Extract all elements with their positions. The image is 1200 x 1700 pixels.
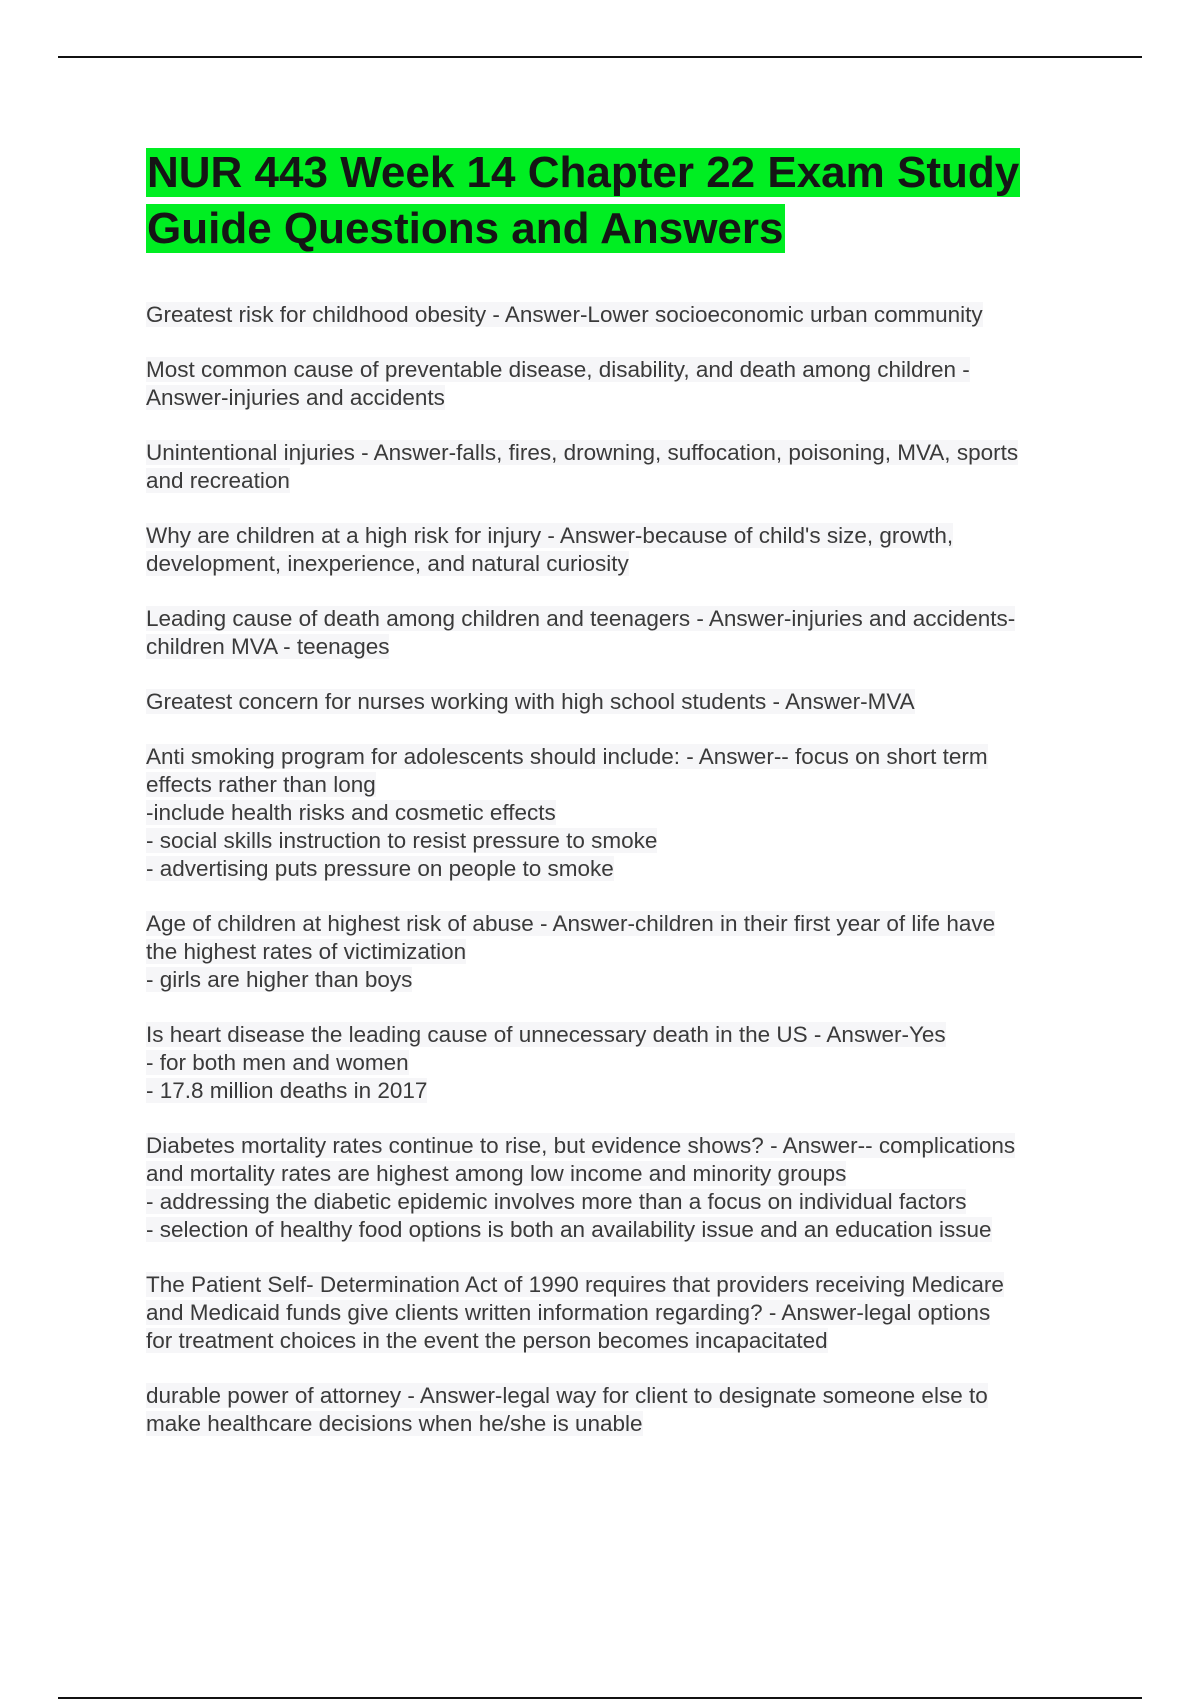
qa-item [146,688,1096,716]
top-rule [58,56,1142,58]
qa-text: durable power of attorney - Answer-legal way for client to designate someone else to make healthcare decisions when he/she is unable [146,1383,988,1436]
qa-item [146,1132,1096,1244]
qa-item [146,522,1096,578]
qa-text: Is heart disease the leading cause of unnecessary death in the US - Answer-Yes - for both men and women - 17.8 million deaths in 2017 [146,1022,946,1103]
qa-item [146,910,1096,994]
title-highlight: NUR 443 Week 14 Chapter 22 Exam Study Guide Questions and Answers [147,148,1020,253]
qa-text: Greatest concern for nurses working with high school students - Answer-MVA [146,689,915,714]
qa-text: The Patient Self- Determination Act of 1990 requires that providers receiving Medicare and Medicaid funds give clients written information regarding? - Answer-legal options for treatment choices in the event the person becomes incapacitated [146,1272,1004,1353]
document-title [146,145,1096,257]
bottom-rule [58,1697,1142,1699]
qa-item [146,1271,1096,1355]
qa-text: Anti smoking program for adolescents should include: - Answer-- focus on short term effects rather than long -include health risks and cosmetic effects - social skills instruction to resist pressure to smoke - advertising puts pressure on people to smoke [146,744,988,881]
qa-item [146,743,1096,883]
qa-item [146,301,1096,329]
qa-item [146,605,1096,661]
qa-item [146,1021,1096,1105]
qa-item [146,356,1096,412]
qa-list [146,301,1096,1438]
qa-text: Leading cause of death among children and teenagers - Answer-injuries and accidents- children MVA - teenages [146,606,1016,659]
qa-text: Diabetes mortality rates continue to rise, but evidence shows? - Answer-- complications and mortality rates are highest among low income and minority groups - addressing the diabetic epidemic involves more than a focus on individual factors - selection of healthy food options is both an availability issue and an education issue [146,1133,1016,1242]
qa-item [146,439,1096,495]
qa-text: Unintentional injuries - Answer-falls, fires, drowning, suffocation, poisoning, MVA, sports and recreation [146,440,1019,493]
qa-text: Most common cause of preventable disease, disability, and death among children - Answer-injuries and accidents [146,357,970,410]
document-body [146,145,1096,1465]
qa-text: Greatest risk for childhood obesity - Answer-Lower socioeconomic urban community [146,302,983,327]
qa-text: Why are children at a high risk for injury - Answer-because of child's size, growth, development, inexperience, and natural curiosity [146,523,954,576]
qa-text: Age of children at highest risk of abuse - Answer-children in their first year of life have the highest rates of victimization - girls are higher than boys [146,911,996,992]
qa-item [146,1382,1096,1438]
